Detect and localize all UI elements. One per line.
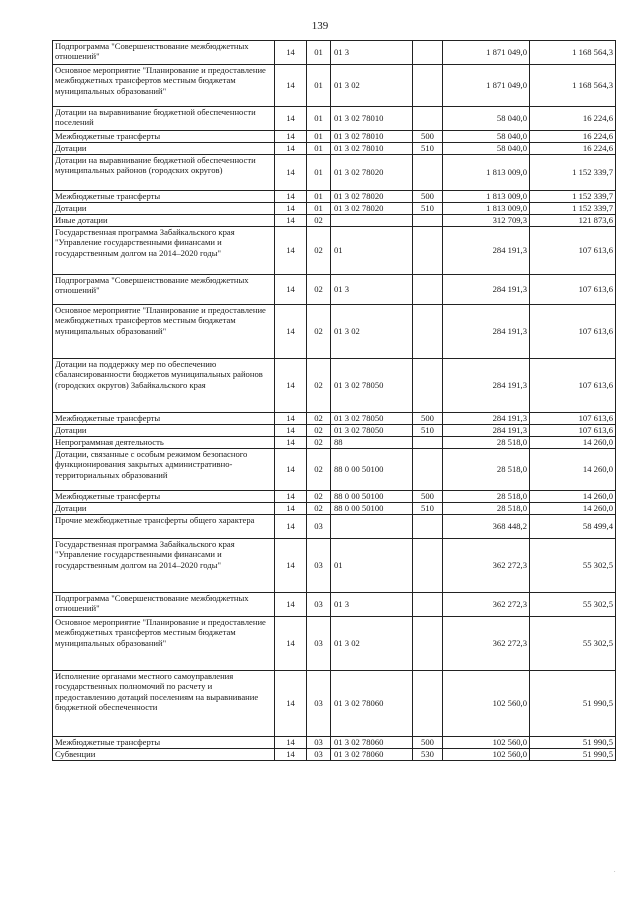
vr-cell: 510 — [413, 503, 443, 515]
vr-cell — [413, 41, 443, 65]
rz-cell: 14 — [275, 155, 307, 191]
amount-plan-cell: 284 191,3 — [443, 227, 530, 275]
amount-exec-cell: 14 260,0 — [530, 503, 616, 515]
table-row — [53, 155, 616, 191]
row-name: Подпрограмма "Совершенствование межбюджетных отношений" — [53, 275, 275, 305]
amount-plan-cell: 284 191,3 — [443, 275, 530, 305]
row-name: Подпрограмма "Совершенствование межбюджетных отношений" — [53, 593, 275, 617]
vr-cell: 500 — [413, 413, 443, 425]
row-name: Межбюджетные трансферты — [53, 191, 275, 203]
amount-plan-cell: 1 813 009,0 — [443, 203, 530, 215]
amount-plan-cell: 58 040,0 — [443, 107, 530, 131]
rz-cell: 14 — [275, 491, 307, 503]
row-name: Государственная программа Забайкальского края "Управление государственными финансами и государственным долгом на 2014–2020 годы" — [53, 539, 275, 593]
table-row — [53, 65, 616, 107]
pr-cell: 01 — [307, 107, 331, 131]
csr-cell: 88 — [331, 437, 413, 449]
row-name: Межбюджетные трансферты — [53, 413, 275, 425]
pr-cell: 02 — [307, 437, 331, 449]
rz-cell: 14 — [275, 503, 307, 515]
table-row — [53, 671, 616, 737]
vr-cell — [413, 227, 443, 275]
page-number: 139 — [311, 20, 329, 32]
amount-exec-cell: 1 152 339,7 — [530, 155, 616, 191]
pr-cell: 02 — [307, 359, 331, 413]
amount-exec-cell: 107 613,6 — [530, 359, 616, 413]
pr-cell: 03 — [307, 539, 331, 593]
table-row — [53, 617, 616, 671]
amount-plan-cell: 284 191,3 — [443, 425, 530, 437]
vr-cell — [413, 617, 443, 671]
rz-cell: 14 — [275, 449, 307, 491]
rz-cell: 14 — [275, 539, 307, 593]
vr-cell: 510 — [413, 425, 443, 437]
rz-cell: 14 — [275, 425, 307, 437]
pr-cell: 02 — [307, 425, 331, 437]
table-row — [53, 515, 616, 539]
amount-plan-cell: 58 040,0 — [443, 143, 530, 155]
vr-cell — [413, 539, 443, 593]
row-name: Дотации на выравнивание бюджетной обеспеченности поселений — [53, 107, 275, 131]
table-row — [53, 131, 616, 143]
table-row — [53, 203, 616, 215]
vr-cell: 500 — [413, 191, 443, 203]
vr-cell: 500 — [413, 737, 443, 749]
vr-cell — [413, 437, 443, 449]
amount-exec-cell: 107 613,6 — [530, 425, 616, 437]
amount-exec-cell: 14 260,0 — [530, 437, 616, 449]
amount-exec-cell: 14 260,0 — [530, 491, 616, 503]
pr-cell: 03 — [307, 617, 331, 671]
csr-cell: 88 0 00 50100 — [331, 503, 413, 515]
amount-exec-cell: 121 873,6 — [530, 215, 616, 227]
row-name: Дотации, связанные с особым режимом безопасного функционирования закрытых административно-территориальных образований — [53, 449, 275, 491]
row-name: Межбюджетные трансферты — [53, 491, 275, 503]
pr-cell: 02 — [307, 305, 331, 359]
row-name: Подпрограмма "Совершенствование межбюджетных отношений" — [53, 41, 275, 65]
pr-cell: 01 — [307, 131, 331, 143]
pr-cell: 02 — [307, 215, 331, 227]
vr-cell — [413, 155, 443, 191]
table-row — [53, 437, 616, 449]
table-row — [53, 107, 616, 131]
table-row — [53, 41, 616, 65]
table-row — [53, 449, 616, 491]
vr-cell — [413, 593, 443, 617]
table-row — [53, 359, 616, 413]
amount-plan-cell: 362 272,3 — [443, 539, 530, 593]
table-row — [53, 305, 616, 359]
amount-plan-cell: 1 871 049,0 — [443, 41, 530, 65]
row-name: Основное мероприятие "Планирование и предоставление межбюджетных трансфертов местным бюджетам муниципальных образований" — [53, 305, 275, 359]
amount-exec-cell: 1 168 564,3 — [530, 65, 616, 107]
pr-cell: 01 — [307, 155, 331, 191]
row-name: Межбюджетные трансферты — [53, 737, 275, 749]
amount-plan-cell: 284 191,3 — [443, 305, 530, 359]
vr-cell — [413, 449, 443, 491]
rz-cell: 14 — [275, 143, 307, 155]
rz-cell: 14 — [275, 215, 307, 227]
amount-exec-cell: 16 224,6 — [530, 107, 616, 131]
row-name: Основное мероприятие "Планирование и предоставление межбюджетных трансфертов местным бюджетам муниципальных образований" — [53, 617, 275, 671]
row-name: Иные дотации — [53, 215, 275, 227]
csr-cell: 01 — [331, 227, 413, 275]
table-row — [53, 215, 616, 227]
csr-cell: 01 3 02 78020 — [331, 191, 413, 203]
amount-exec-cell: 16 224,6 — [530, 143, 616, 155]
amount-plan-cell: 28 518,0 — [443, 437, 530, 449]
amount-exec-cell: 107 613,6 — [530, 275, 616, 305]
vr-cell — [413, 305, 443, 359]
amount-exec-cell: 107 613,6 — [530, 227, 616, 275]
budget-table — [52, 40, 616, 761]
csr-cell: 01 3 — [331, 593, 413, 617]
amount-exec-cell: 107 613,6 — [530, 413, 616, 425]
row-name: Дотации — [53, 143, 275, 155]
amount-exec-cell: 51 990,5 — [530, 737, 616, 749]
table-row — [53, 749, 616, 761]
amount-plan-cell: 362 272,3 — [443, 593, 530, 617]
amount-plan-cell: 362 272,3 — [443, 617, 530, 671]
row-name: Дотации — [53, 203, 275, 215]
pr-cell: 03 — [307, 749, 331, 761]
csr-cell: 01 3 02 — [331, 305, 413, 359]
csr-cell: 01 3 02 78010 — [331, 107, 413, 131]
row-name: Дотации на выравнивание бюджетной обеспеченности муниципальных районов (городских округов) — [53, 155, 275, 191]
table-row — [53, 593, 616, 617]
amount-plan-cell: 28 518,0 — [443, 449, 530, 491]
amount-plan-cell: 284 191,3 — [443, 359, 530, 413]
rz-cell: 14 — [275, 737, 307, 749]
rz-cell: 14 — [275, 107, 307, 131]
vr-cell: 530 — [413, 749, 443, 761]
table-row — [53, 413, 616, 425]
table-row — [53, 227, 616, 275]
amount-exec-cell: 1 168 564,3 — [530, 41, 616, 65]
row-name: Государственная программа Забайкальского края "Управление государственными финансами и государственным долгом на 2014–2020 годы" — [53, 227, 275, 275]
csr-cell: 88 0 00 50100 — [331, 491, 413, 503]
table-row — [53, 143, 616, 155]
pr-cell: 01 — [307, 41, 331, 65]
table-row — [53, 191, 616, 203]
vr-cell — [413, 275, 443, 305]
amount-exec-cell: 14 260,0 — [530, 449, 616, 491]
csr-cell: 01 3 02 78060 — [331, 737, 413, 749]
amount-exec-cell: 55 302,5 — [530, 617, 616, 671]
pr-cell: 02 — [307, 449, 331, 491]
rz-cell: 14 — [275, 749, 307, 761]
table-row — [53, 737, 616, 749]
csr-cell: 88 0 00 50100 — [331, 449, 413, 491]
rz-cell: 14 — [275, 359, 307, 413]
csr-cell: 01 3 02 78020 — [331, 203, 413, 215]
rz-cell: 14 — [275, 41, 307, 65]
csr-cell — [331, 515, 413, 539]
pr-cell: 03 — [307, 515, 331, 539]
budget-table-body — [53, 41, 616, 761]
amount-exec-cell: 1 152 339,7 — [530, 203, 616, 215]
amount-plan-cell: 1 871 049,0 — [443, 65, 530, 107]
rz-cell: 14 — [275, 191, 307, 203]
vr-cell — [413, 359, 443, 413]
row-name: Исполнение органами местного самоуправления государственных полномочий по расчету и предоставлению дотаций поселениям на выравнивание бюджетной обеспеченности — [53, 671, 275, 737]
pr-cell: 01 — [307, 143, 331, 155]
rz-cell: 14 — [275, 671, 307, 737]
vr-cell — [413, 107, 443, 131]
rz-cell: 14 — [275, 437, 307, 449]
table-row — [53, 539, 616, 593]
vr-cell: 500 — [413, 491, 443, 503]
vr-cell — [413, 215, 443, 227]
amount-plan-cell: 28 518,0 — [443, 503, 530, 515]
table-row — [53, 491, 616, 503]
csr-cell: 01 3 02 — [331, 65, 413, 107]
amount-plan-cell: 58 040,0 — [443, 131, 530, 143]
rz-cell: 14 — [275, 227, 307, 275]
vr-cell — [413, 515, 443, 539]
csr-cell: 01 3 02 78050 — [331, 359, 413, 413]
amount-exec-cell: 55 302,5 — [530, 539, 616, 593]
pr-cell: 02 — [307, 413, 331, 425]
amount-exec-cell: 1 152 339,7 — [530, 191, 616, 203]
pr-cell: 02 — [307, 227, 331, 275]
rz-cell: 14 — [275, 65, 307, 107]
table-row — [53, 425, 616, 437]
amount-exec-cell: 107 613,6 — [530, 305, 616, 359]
csr-cell: 01 — [331, 539, 413, 593]
amount-plan-cell: 102 560,0 — [443, 749, 530, 761]
row-name: Межбюджетные трансферты — [53, 131, 275, 143]
rz-cell: 14 — [275, 275, 307, 305]
pr-cell: 02 — [307, 503, 331, 515]
pr-cell: 02 — [307, 491, 331, 503]
vr-cell — [413, 671, 443, 737]
csr-cell: 01 3 02 78010 — [331, 143, 413, 155]
rz-cell: 14 — [275, 515, 307, 539]
amount-plan-cell: 1 813 009,0 — [443, 191, 530, 203]
rz-cell: 14 — [275, 593, 307, 617]
amount-plan-cell: 102 560,0 — [443, 671, 530, 737]
vr-cell: 510 — [413, 203, 443, 215]
row-name: Дотации — [53, 425, 275, 437]
rz-cell: 14 — [275, 131, 307, 143]
amount-plan-cell: 312 709,3 — [443, 215, 530, 227]
amount-plan-cell: 368 448,2 — [443, 515, 530, 539]
table-row — [53, 503, 616, 515]
amount-plan-cell: 1 813 009,0 — [443, 155, 530, 191]
pr-cell: 03 — [307, 737, 331, 749]
csr-cell: 01 3 — [331, 41, 413, 65]
row-name: Непрограммная деятельность — [53, 437, 275, 449]
pr-cell: 03 — [307, 671, 331, 737]
row-name: Субвенции — [53, 749, 275, 761]
table-row — [53, 275, 616, 305]
csr-cell: 01 3 02 78060 — [331, 671, 413, 737]
amount-exec-cell: 58 499,4 — [530, 515, 616, 539]
margin-mark: . — [614, 868, 616, 874]
amount-plan-cell: 284 191,3 — [443, 413, 530, 425]
vr-cell: 510 — [413, 143, 443, 155]
csr-cell: 01 3 02 78050 — [331, 425, 413, 437]
rz-cell: 14 — [275, 413, 307, 425]
pr-cell: 02 — [307, 275, 331, 305]
amount-plan-cell: 28 518,0 — [443, 491, 530, 503]
row-name: Прочие межбюджетные трансферты общего характера — [53, 515, 275, 539]
row-name: Основное мероприятие "Планирование и предоставление межбюджетных трансфертов местным бюджетам муниципальных образований" — [53, 65, 275, 107]
rz-cell: 14 — [275, 617, 307, 671]
rz-cell: 14 — [275, 305, 307, 359]
csr-cell: 01 3 02 — [331, 617, 413, 671]
amount-exec-cell: 51 990,5 — [530, 671, 616, 737]
vr-cell — [413, 65, 443, 107]
pr-cell: 01 — [307, 203, 331, 215]
csr-cell: 01 3 02 78050 — [331, 413, 413, 425]
csr-cell: 01 3 02 78010 — [331, 131, 413, 143]
row-name: Дотации на поддержку мер по обеспечению сбалансированности бюджетов муниципальных районов (городских округов) Забайкальского края — [53, 359, 275, 413]
pr-cell: 03 — [307, 593, 331, 617]
csr-cell: 01 3 02 78060 — [331, 749, 413, 761]
csr-cell: 01 3 02 78020 — [331, 155, 413, 191]
amount-exec-cell: 51 990,5 — [530, 749, 616, 761]
rz-cell: 14 — [275, 203, 307, 215]
amount-exec-cell: 55 302,5 — [530, 593, 616, 617]
pr-cell: 01 — [307, 65, 331, 107]
pr-cell: 01 — [307, 191, 331, 203]
csr-cell: 01 3 — [331, 275, 413, 305]
csr-cell — [331, 215, 413, 227]
row-name: Дотации — [53, 503, 275, 515]
vr-cell: 500 — [413, 131, 443, 143]
amount-exec-cell: 16 224,6 — [530, 131, 616, 143]
amount-plan-cell: 102 560,0 — [443, 737, 530, 749]
